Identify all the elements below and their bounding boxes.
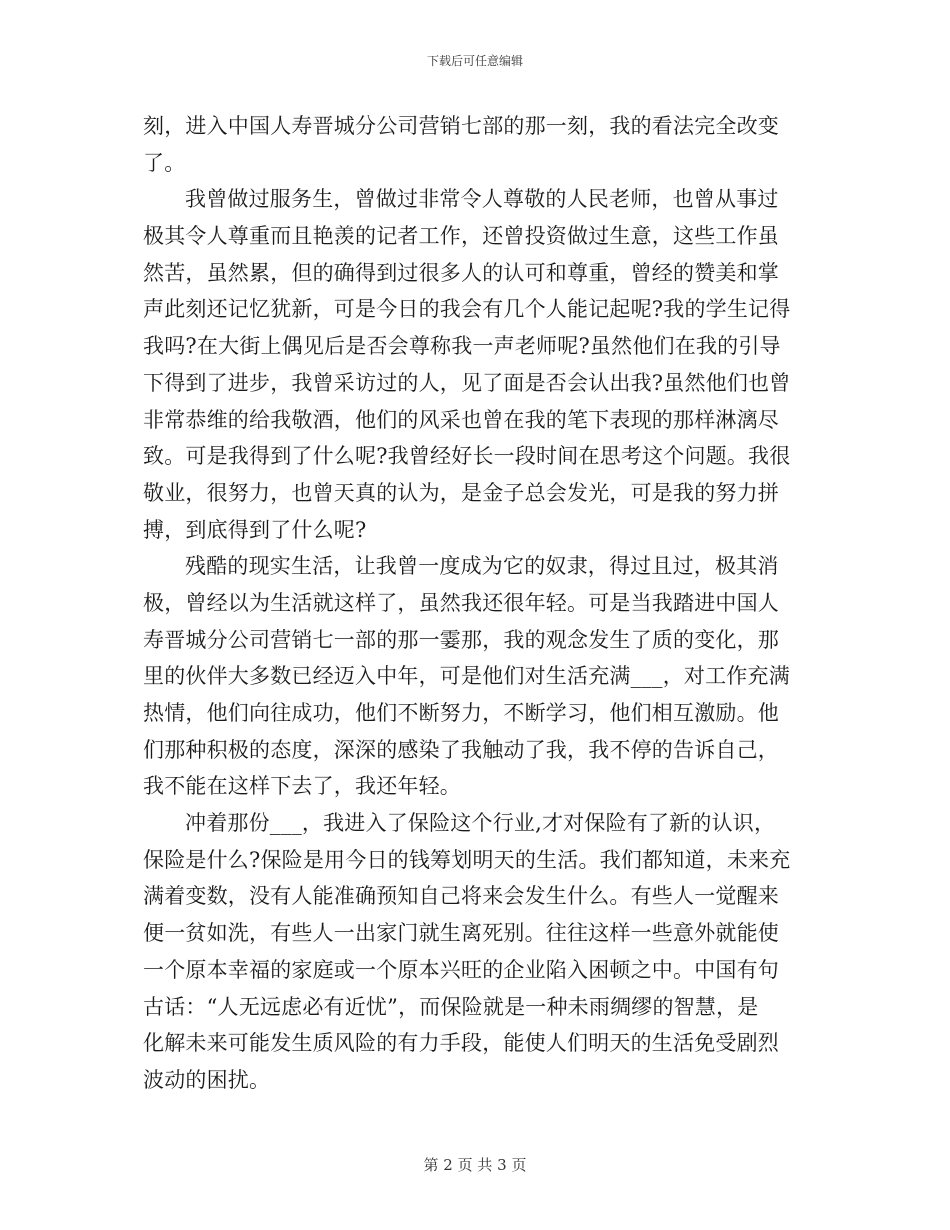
paragraph-first-line: 我曾做过服务生，曾做过非常令人尊敬的人民老师，也曾从事过 [185,187,779,212]
text-line: 然苦，虽然累，但的确得到过很多人的认可和尊重，曾经的赞美和掌 [143,260,779,285]
text-line: 极其令人尊重而且艳羡的记者工作，还曾投资做过生意，这些工作虽 [143,224,779,249]
document-body [143,108,809,1099]
text-line: 古话：“人无远虑必有近忧”，而保险就是一种未雨绸缪的智慧，是 [143,994,759,1019]
text-line: 便一贫如洗，有些人一出家门就生离死别。往往这样一些意外就能使 [143,921,779,946]
text-line: 了。 [143,150,186,175]
text-line: 非常恭维的给我敬酒，他们的风采也曾在我的笔下表现的那样淋漓尽 [143,407,779,432]
text-line: 们那种积极的态度，深深的感染了我触动了我，我不停的告诉自己， [143,737,779,762]
text-line: 一个原本幸福的家庭或一个原本兴旺的企业陷入困顿之中。中国有句 [143,957,779,982]
text-line: 热情，他们向往成功，他们不断努力，不断学习，他们相互激励。他 [143,701,779,725]
page-footer: 第 2 页 共 3 页 [423,1156,527,1174]
page-header: 下载后可任意编辑 [426,54,523,68]
text-line: 里的伙伴大多数已经迈入中年，可是他们对生活充满___，对工作充满 [143,664,790,689]
text-line: 满着变数，没有人能准确预知自己将来会发生什么。有些人一觉醒来 [143,884,779,909]
text-line: 寿晋城分公司营销七一部的那一霎那，我的观念发生了质的变化，那 [143,627,779,652]
paragraph-first-line: 冲着那份___，我进入了保险这个行业,才对保险有了新的认识， [185,811,776,836]
text-line: 声此刻还记忆犹新，可是今日的我会有几个人能记起呢?我的学生记得 [143,297,791,322]
text-line: 我吗?在大街上偶见后是否会尊称我一声老师呢?虽然他们在我的引导 [143,334,781,359]
text-line: 敬业，很努力，也曾天真的认为，是金子总会发光，可是我的努力拼 [143,480,779,505]
text-line: 化解未来可能发生质风险的有力手段，能使人们明天的生活免受剧烈 [143,1031,779,1056]
text-line: 保险是什么?保险是用今日的钱筹划明天的生活。我们都知道，未来充 [143,847,791,872]
text-line: 我不能在这样下去了，我还年轻。 [143,774,461,799]
text-line: 下得到了进步，我曾采访过的人，见了面是否会认出我?虽然他们也曾 [143,370,791,395]
text-line: 极，曾经以为生活就这样了，虽然我还很年轻。可是当我踏进中国人 [143,590,779,615]
text-line: 刻，进入中国人寿晋城分公司营销七部的那一刻，我的看法完全改变 [143,114,779,138]
text-line: 致。可是我得到了什么呢?我曾经好长一段时间在思考这个问题。我很 [143,444,791,469]
text-line: 搏，到底得到了什么呢? [143,517,367,542]
text-line: 波动的困扰。 [143,1067,271,1092]
paragraph-first-line: 残酷的现实生活，让我曾一度成为它的奴隶，得过且过，极其消 [185,554,779,579]
